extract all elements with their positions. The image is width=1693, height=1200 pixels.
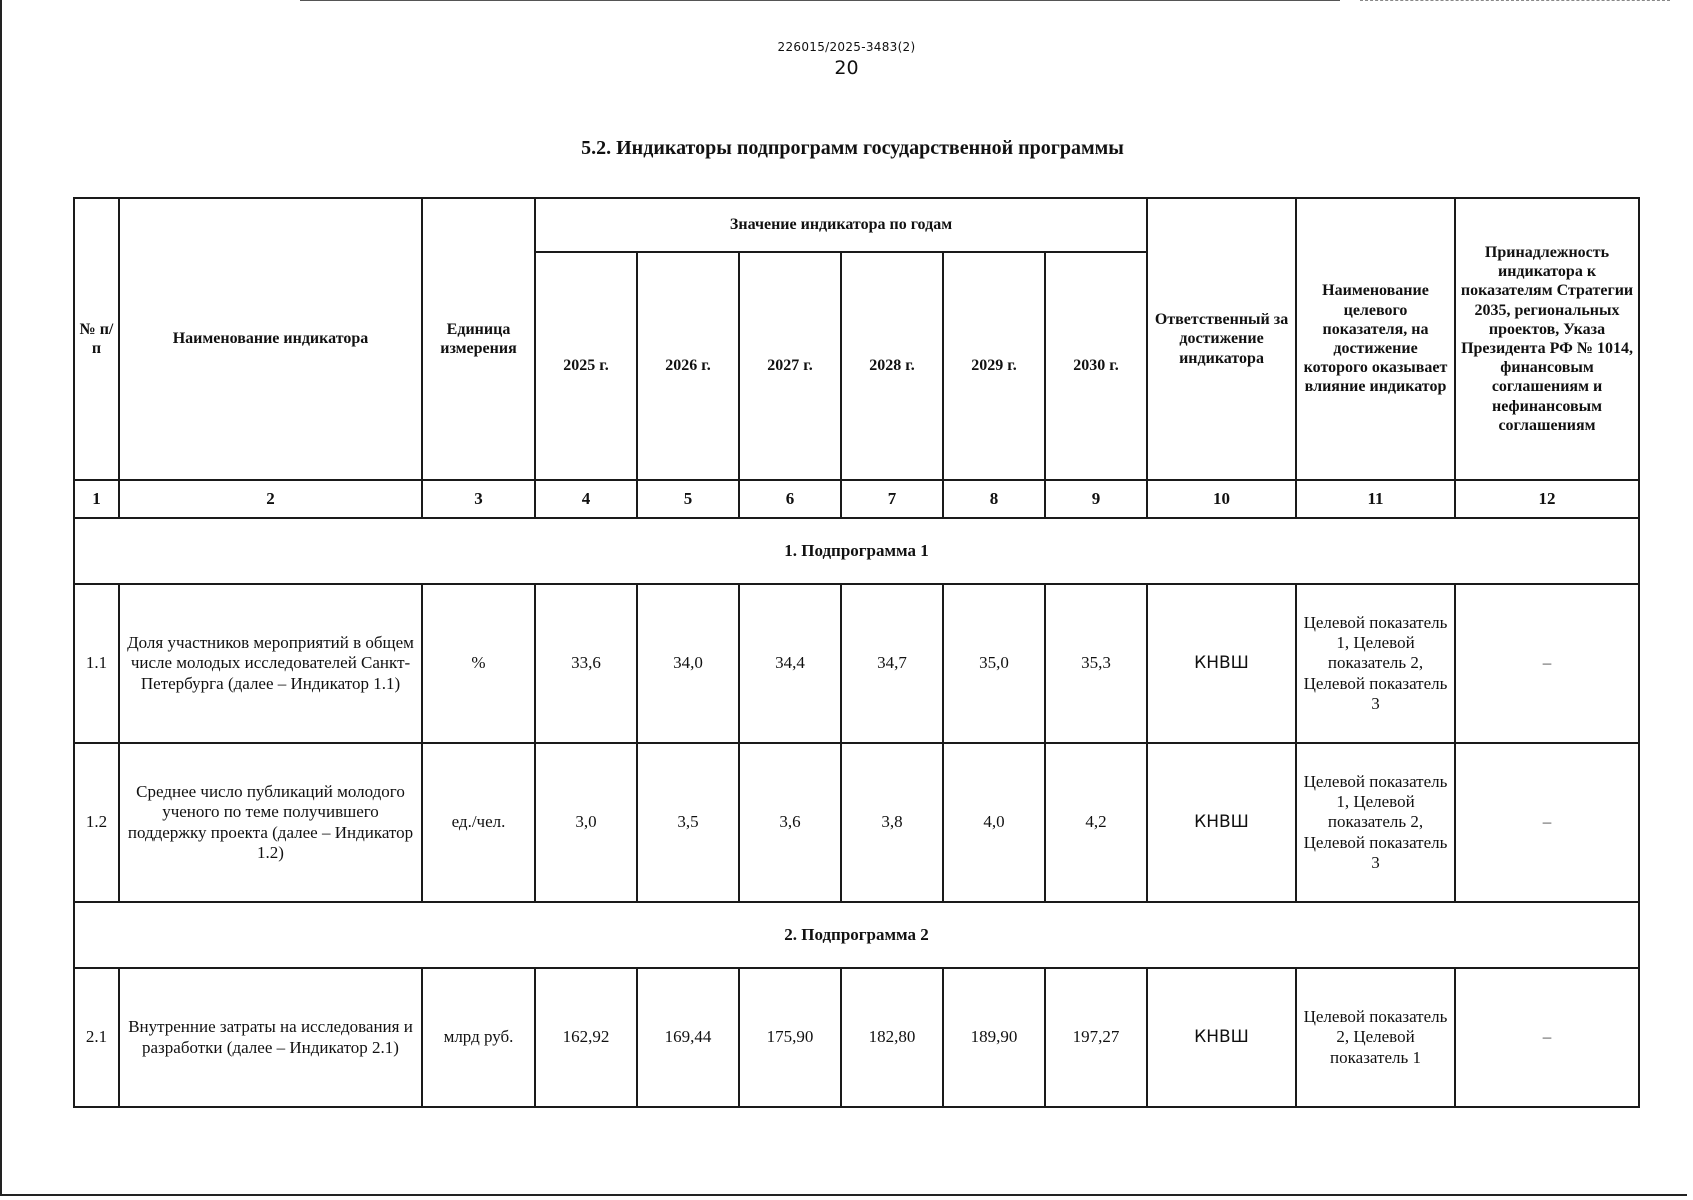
registration-number: 226015/2025-3483(2) [777,40,916,54]
value-cell: 34,7 [841,584,943,743]
indicators-table [73,197,1640,1108]
header-year: 2028 г. [841,252,943,480]
column-number: 4 [535,480,637,518]
column-number: 10 [1147,480,1296,518]
column-number: 9 [1045,480,1147,518]
column-number: 12 [1455,480,1639,518]
value-cell: 4,0 [943,743,1045,902]
value-cell: 162,92 [535,968,637,1107]
value-cell: 33,6 [535,584,637,743]
belonging-cell: – [1455,968,1639,1107]
table-row [74,584,1639,743]
value-cell: 34,0 [637,584,739,743]
unit-cell: % [422,584,535,743]
section-title-cell: 2. Подпрограмма 2 [74,902,1639,968]
column-number: 11 [1296,480,1455,518]
target-cell: Целевой показатель 1, Целевой показатель 2, Целевой показатель 3 [1296,743,1455,902]
indicator-name: Внутренние затраты на исследования и разработки (далее – Индикатор 2.1) [119,968,422,1107]
section-row [74,518,1639,584]
value-cell: 3,6 [739,743,841,902]
indicator-name: Среднее число публикаций молодого ученого по теме получившего поддержку проекта (далее – Индикатор 1.2) [119,743,422,902]
responsible-cell: КНВШ [1147,968,1296,1107]
column-number: 2 [119,480,422,518]
header-values-by-year: Значение индикатора по годам [535,198,1147,252]
column-number: 8 [943,480,1045,518]
value-cell: 175,90 [739,968,841,1107]
header-num: № п/п [74,198,119,480]
value-cell: 189,90 [943,968,1045,1107]
page-number: 20 [834,57,859,79]
value-cell: 169,44 [637,968,739,1107]
responsible-cell: КНВШ [1147,584,1296,743]
value-cell: 3,0 [535,743,637,902]
scan-edge-line-right [1360,0,1670,2]
header-year: 2025 г. [535,252,637,480]
value-cell: 197,27 [1045,968,1147,1107]
section-title: 5.2. Индикаторы подпрограмм государственной программы [581,137,1124,159]
header-year: 2027 г. [739,252,841,480]
responsible-cell: КНВШ [1147,743,1296,902]
header-year: 2030 г. [1045,252,1147,480]
indicator-name: Доля участников мероприятий в общем числе молодых исследователей Санкт-Петербурга (далее – Индикатор 1.1) [119,584,422,743]
belonging-cell: – [1455,743,1639,902]
value-cell: 3,8 [841,743,943,902]
header-unit: Единица измерения [422,198,535,480]
target-cell: Целевой показатель 2, Целевой показатель 1 [1296,968,1455,1107]
row-num: 1.1 [74,584,119,743]
header-belonging: Принадлежность индикатора к показателям Стратегии 2035, региональных проектов, Указа Президента РФ № 1014, финансовым соглашениям и нефинансовым соглашениям [1455,198,1639,480]
header-target: Наименование целевого показателя, на достижение которого оказывает влияние индикатор [1296,198,1455,480]
value-cell: 182,80 [841,968,943,1107]
column-number-row [74,480,1639,518]
header-name: Наименование индикатора [119,198,422,480]
value-cell: 4,2 [1045,743,1147,902]
header-responsible: Ответственный за достижение индикатора [1147,198,1296,480]
section-row [74,902,1639,968]
target-cell: Целевой показатель 1, Целевой показатель 2, Целевой показатель 3 [1296,584,1455,743]
table-row [74,743,1639,902]
unit-cell: млрд руб. [422,968,535,1107]
header-year: 2026 г. [637,252,739,480]
value-cell: 3,5 [637,743,739,902]
value-cell: 35,0 [943,584,1045,743]
column-number: 6 [739,480,841,518]
belonging-cell: – [1455,584,1639,743]
row-num: 1.2 [74,743,119,902]
column-number: 7 [841,480,943,518]
value-cell: 34,4 [739,584,841,743]
section-title-cell: 1. Подпрограмма 1 [74,518,1639,584]
column-number: 1 [74,480,119,518]
header-year: 2029 г. [943,252,1045,480]
value-cell: 35,3 [1045,584,1147,743]
scan-edge-line [300,0,1340,1]
column-number: 3 [422,480,535,518]
table-row [74,968,1639,1107]
column-number: 5 [637,480,739,518]
unit-cell: ед./чел. [422,743,535,902]
row-num: 2.1 [74,968,119,1107]
